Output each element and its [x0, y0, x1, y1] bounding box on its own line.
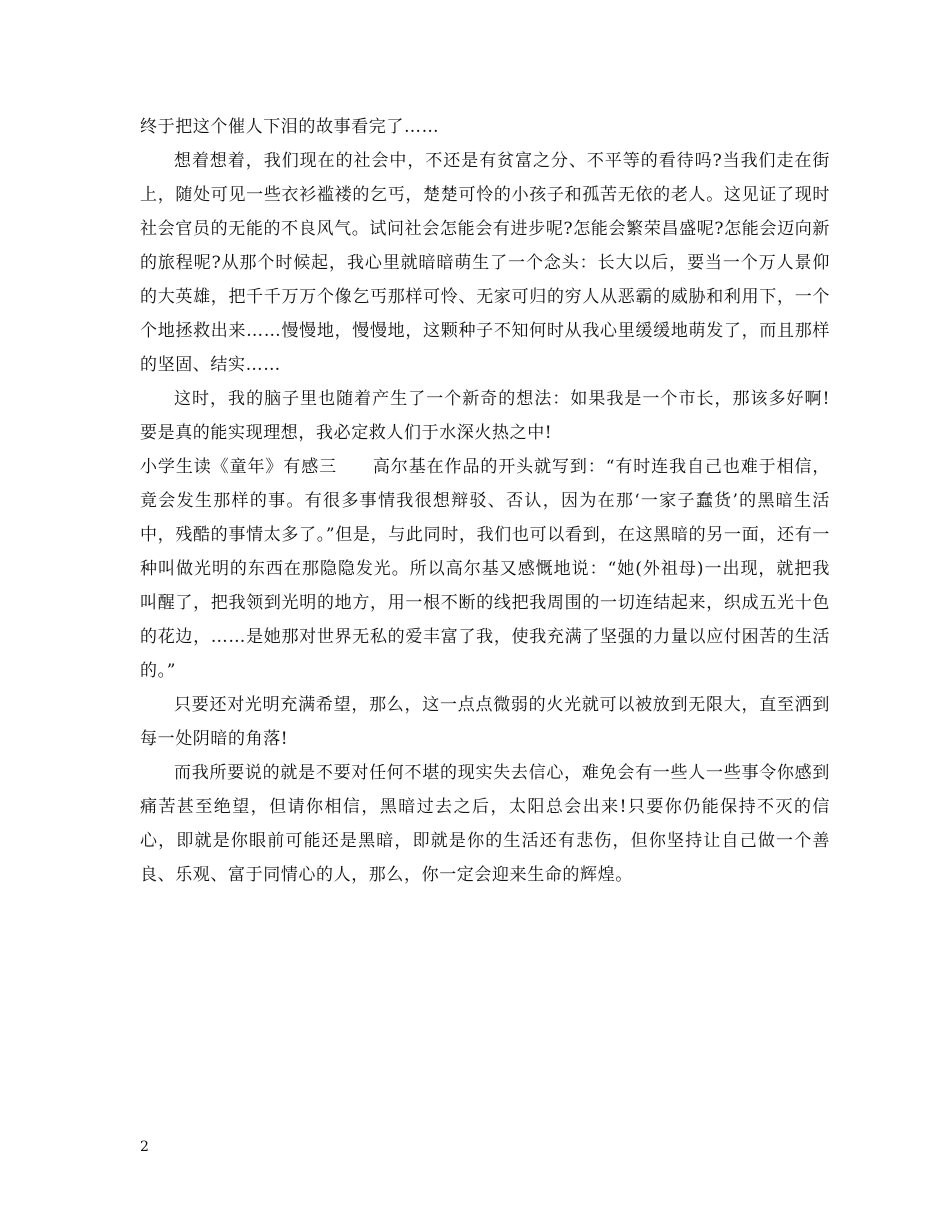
paragraph-6: 而我所要说的就是不要对任何不堪的现实失去信心，难免会有一些人一些事令你感到痛苦甚至绝望，但请你相信，黑暗过去之后，太阳总会出来!只要你仍能保持不灭的信心，即就是你眼前可能还是黑暗，即就是你的生活还有悲伤，但你坚持让自己做一个善良、乐观、富于同情心的人，那么，你一定会迎来生命的辉煌。: [140, 763, 830, 885]
paragraph-4: 小学生读《童年》有感三 高尔基在作品的开头就写到：“有时连我自己也难于相信，竟会发生那样的事。有很多事情我很想辩驳、否认，因为在那‘一家子蠢货’的黑暗生活中，残酷的事情太多了。”但是，与此同时，我们也可以看到，在这黑暗的另一面，还有一种叫做光明的东西在那隐隐发光。所以高尔基又感慨地说：“她(外祖母)一出现，就把我叫醒了，把我领到光明的地方，用一根不断的线把我周围的一切连结起来，织成五光十色的花边，……是她那对世界无私的爱丰富了我，使我充满了坚强的力量以应付困苦的生活的。”: [140, 457, 830, 681]
paragraph-5: 只要还对光明充满希望，那么，这一点点微弱的火光就可以被放到无限大，直至洒到每一处阴暗的角落!: [140, 695, 830, 749]
paragraph-2: 想着想着，我们现在的社会中，不还是有贫富之分、不平等的看待吗?当我们走在街上，随处可见一些衣衫褴褛的乞丐，楚楚可怜的小孩子和孤苦无依的老人。这见证了现时社会官员的无能的不良风气。试问社会怎能会有进步呢?怎能会繁荣昌盛呢?怎能会迈向新的旅程呢?从那个时候起，我心里就暗暗萌生了一个念头：长大以后，要当一个万人景仰的大英雄，把千千万万个像乞丐那样可怜、无家可归的穷人从恶霸的威胁和利用下，一个个地拯救出来……慢慢地，慢慢地，这颗种子不知何时从我心里缓缓地萌发了，而且那样的坚固、结实……: [140, 151, 830, 375]
page-number: 2: [140, 1139, 149, 1155]
paragraph-3: 这时，我的脑子里也随着产生了一个新奇的想法：如果我是一个市长，那该多好啊!要是真的能实现理想，我必定救人们于水深火热之中!: [140, 389, 830, 443]
paragraph-1: 终于把这个催人下泪的故事看完了……: [140, 117, 440, 137]
body-text: [140, 110, 830, 892]
